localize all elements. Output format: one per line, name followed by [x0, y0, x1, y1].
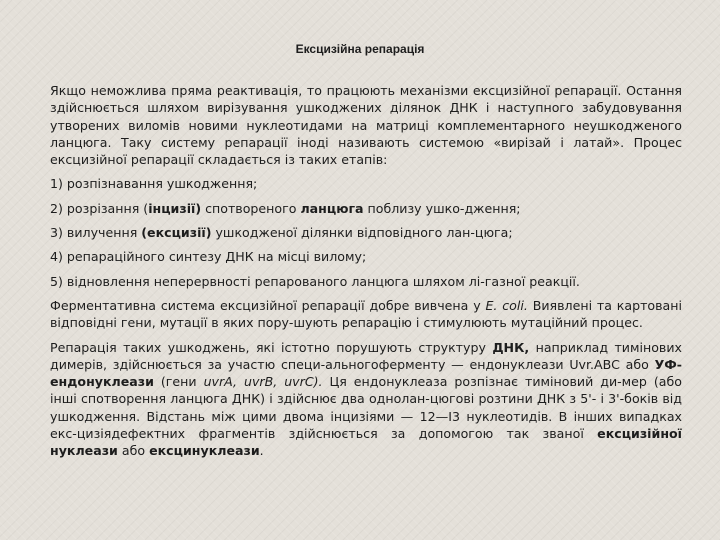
- slide-body: [50, 82, 682, 467]
- step-4: 4) репараційного синтезу ДНК на місці вилому;: [50, 249, 367, 265]
- step-1: 1) розпізнавання ушкодження;: [50, 176, 258, 192]
- enzyme-paragraph: Ферментативна система ексцизійної репарації добре вивчена у E. coli. Виявлені та картовані відповідні гени, мутації в яких пору-шують репарацію і стимулюють мутаційний процес.: [50, 297, 682, 331]
- repair-paragraph: Репарація таких ушкоджень, які істотно порушують структуру ДНК, наприклад тимінових димерів, здійснюється за участю специ-альногоферменту — ендонуклеази Uvr.ABC або УФ-ендонуклеази (гени uvrA, uvrB, uvrC). Ця ендонуклеаза розпізнає тиміновий ди-мер (або інші спотворення ланцюга ДНК) і здійснює два однолан-цюгові розтини ДНК з 5'- і 3'-боків від ушкодження. Відстань між цими двома інцизіями — 12—I3 нуклеотидів. В інших випадках екс-цизіядефектних фрагментів здійснюється за допомогою так званої ексцизійної нуклеази або ексцинуклеази.: [50, 339, 682, 459]
- slide-title: Ексцизійна репарація: [295, 42, 425, 56]
- intro-paragraph: Якщо неможлива пряма реактивація, то працюють механізми ексцизійної репарації. Остання здійснюється шляхом вирізування ушкоджених ділянок ДНК і наступного забудовування утворених виломів новими нуклеотидами на матриці комплементарного неушкодженого ланцюга. Таку систему репарації іноді називають системою «вирізай і латай». Процес ексцизійної репарації складається із таких етапів:: [50, 83, 682, 168]
- step-2: 2) розрізання (інцизії) спотвореного ланцюга поблизу ушко-дження;: [50, 200, 521, 216]
- step-5: 5) відновлення неперервності репарованого ланцюга шляхом лі-газної реакції.: [50, 273, 580, 289]
- step-3: 3) вилучення (ексцизії) ушкодженої ділянки відповідного лан-цюга;: [50, 225, 513, 241]
